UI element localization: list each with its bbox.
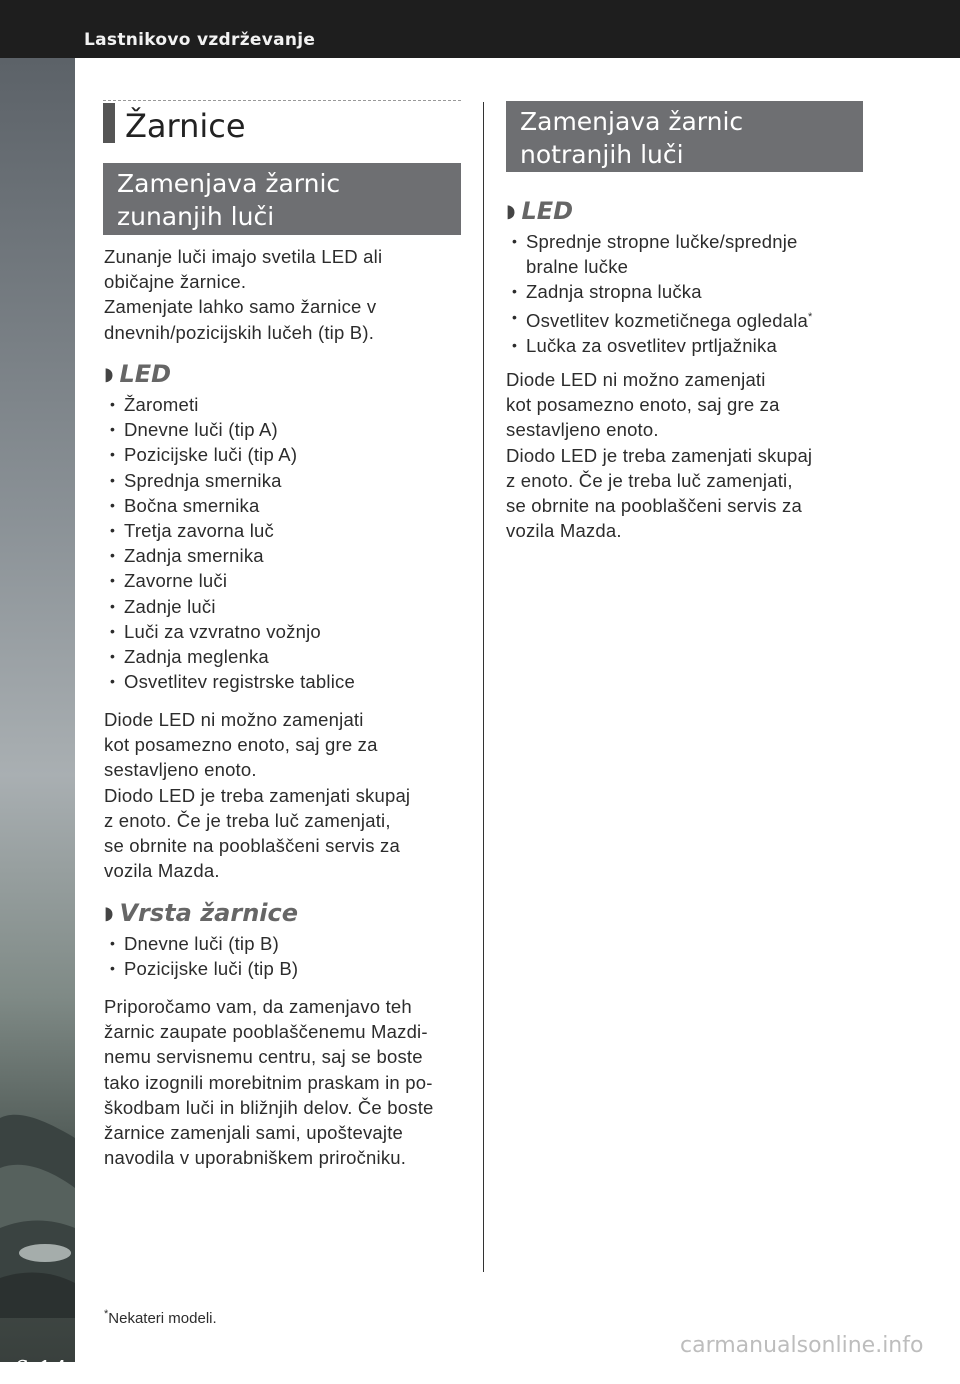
list-item: • Zadnja smernika (110, 545, 264, 567)
list-item: • Osvetlitev kozmetičnega ogledala* (512, 308, 813, 331)
list-item: • Sprednja smernika (110, 469, 282, 491)
header-bar (0, 0, 960, 58)
exterior-led-list (104, 392, 464, 694)
led-replacement-text: Diode LED ni možno zamenjati kot posamezno enoto, saj gre za sestavljeno enoto. Diodo LED je treba zamenjati skupaj z enoto. Če je treba luč zamenjati, se obrnite na pooblaščeni servis za vozila Mazda. (104, 709, 411, 882)
section-heading (103, 100, 461, 145)
chevron-right-icon: ◗ (506, 201, 516, 222)
list-item: • Lučka za osvetlitev prtljažnika (512, 334, 777, 356)
list-item: • Dnevne luči (tip B) (110, 933, 279, 954)
car-photo-icon (0, 1078, 75, 1318)
section-title: Žarnice (125, 107, 246, 145)
list-item: • Zadnja stropna lučka (512, 281, 702, 303)
interior-led-text: Diode LED ni možno zamenjati kot posamezno enoto, saj gre za sestavljeno enoto. Diodo LED je treba zamenjati skupaj z enoto. Če je treba luč zamenjati, se obrnite na pooblaščeni servis za vozila Mazda. (506, 369, 813, 542)
chapter-title: Lastnikovo vzdrževanje (84, 30, 316, 50)
heading-line: Zamenjava žarnic (117, 169, 341, 198)
bulb-type-subheading (104, 899, 298, 927)
list-item: • Zadnja meglenka (110, 646, 269, 668)
list-item: • Bočna smernika (110, 494, 260, 516)
heading-line: zunanjih luči (117, 202, 275, 231)
list-item: • Zavorne luči (110, 570, 228, 592)
intro-text: Zunanje luči imajo svetila LED ali običajne žarnice. Zamenjate lahko samo žarnice v dnevnih/pozicijskih lučeh (tip B). (104, 246, 383, 343)
exterior-lights-heading (103, 163, 461, 235)
interior-led-subheading (506, 197, 573, 225)
heading-line: notranjih luči (520, 140, 684, 169)
list-item: • Pozicijske luči (tip A) (110, 444, 298, 466)
footnote (104, 1308, 217, 1327)
asterisk-mark: * (808, 310, 813, 323)
list-item: • Dnevne luči (tip A) (110, 419, 278, 441)
interior-led-list (506, 229, 866, 358)
heading-line: Zamenjava žarnic (520, 107, 744, 136)
bulb-replacement-text: Priporočamo vam, da zamenjavo teh žarnic zaupate pooblaščenemu Mazdi- nemu servisnemu centru, saj se boste tako izognili morebitnim praskam in po- škodbam luči in bližnjih delov. Če boste žarnice zamenjali sami, upoštevajte navodila v uporabniškem priročniku. (104, 996, 434, 1169)
bulb-type-list (104, 931, 464, 981)
subheading-label: LED (521, 197, 574, 225)
list-item: • Sprednje stropne lučke/sprednje bralne lučke (512, 231, 798, 278)
list-item: • Tretja zavorna luč (110, 520, 274, 542)
list-item: • Pozicijske luči (tip B) (110, 958, 299, 980)
led-subheading (104, 360, 171, 388)
chevron-right-icon: ◗ (104, 903, 114, 924)
watermark-text: carmanualsonline.info (680, 1333, 924, 1358)
subheading-label: LED (119, 360, 172, 388)
chevron-right-icon: ◗ (104, 364, 114, 385)
subheading-label: Vrsta žarnice (119, 899, 299, 927)
list-item: • Zadnje luči (110, 595, 216, 617)
list-item: • Luči za vzvratno vožnjo (110, 620, 321, 642)
page-number: 6-14 (14, 1356, 68, 1384)
interior-lights-heading (506, 101, 863, 172)
list-item: • Osvetlitev registrske tablice (110, 671, 355, 693)
footnote-mark: * (104, 1308, 109, 1320)
column-divider (483, 102, 484, 1272)
heading-bar-marker (103, 103, 115, 143)
side-photo-strip (0, 58, 75, 1384)
list-item: • Žarometi (110, 394, 199, 415)
footnote-text: Nekateri modeli. (108, 1310, 217, 1327)
